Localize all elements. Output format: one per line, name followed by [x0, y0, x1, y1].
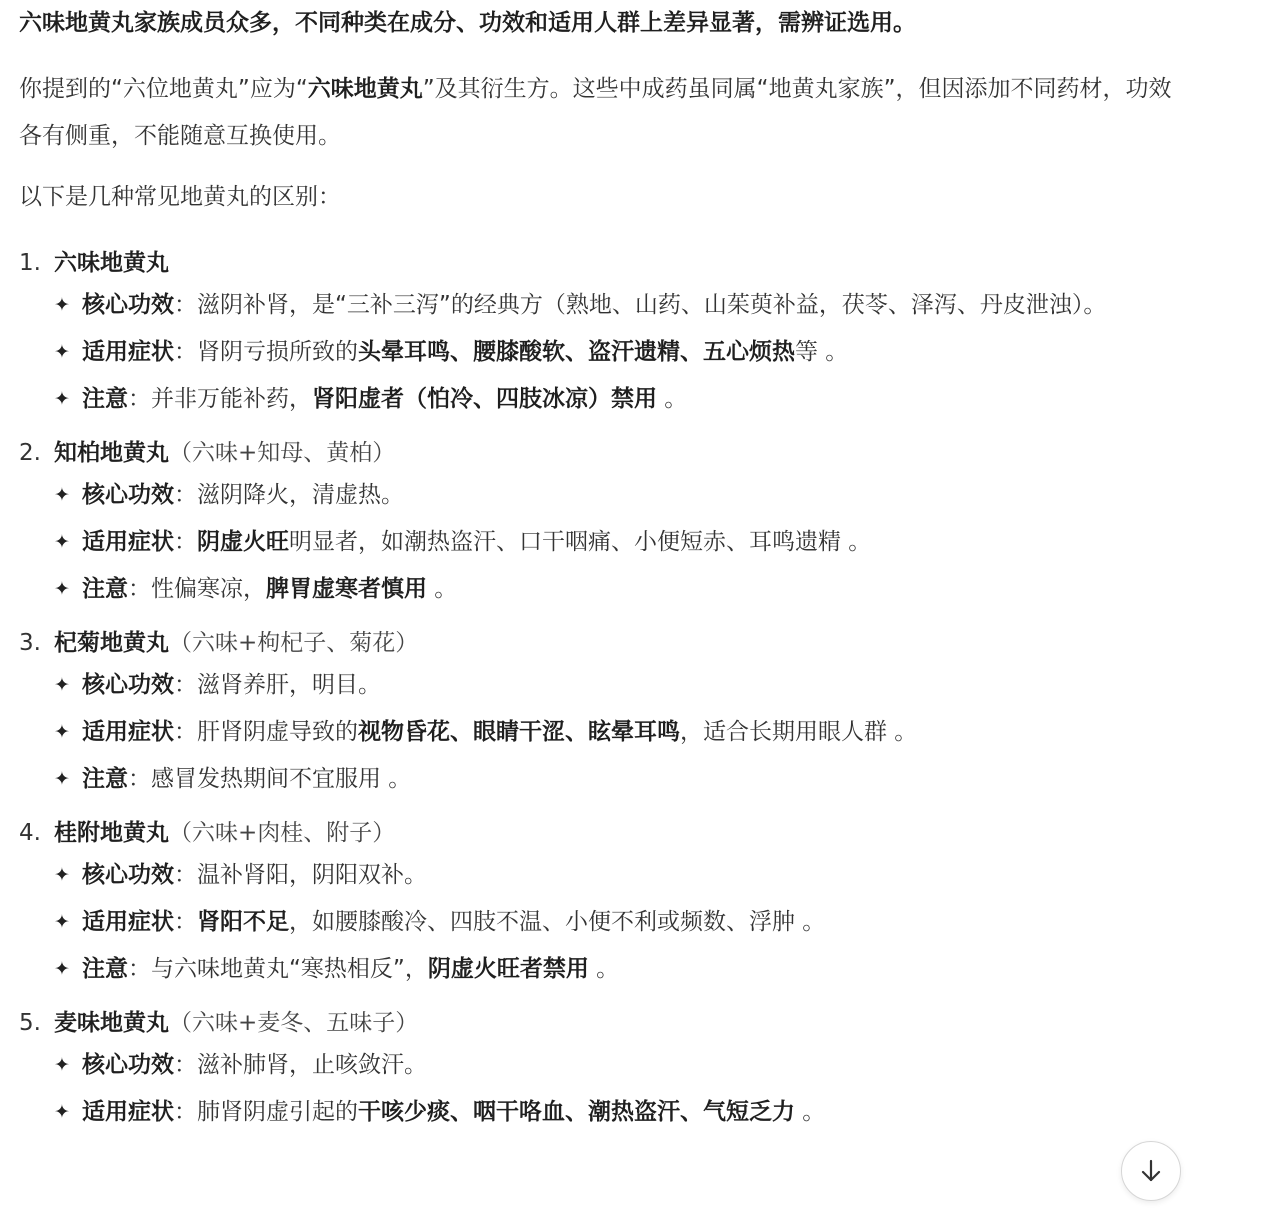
bullet-label: 核心功效 [82, 482, 174, 508]
list-item [19, 1004, 1199, 1136]
item-composition: （六味+麦冬、五味子） [169, 1010, 419, 1036]
item-heading [19, 624, 1199, 662]
item-heading [19, 434, 1199, 472]
bullet-text: 与六味地黄丸“寒热相反”， [151, 956, 428, 982]
bullet-text: 肺肾阴虚引起的 [197, 1099, 358, 1125]
bullet-label: 适用症状 [82, 1099, 174, 1125]
bullet-separator: ： [174, 339, 197, 365]
efficacy-bullet [19, 1042, 1199, 1089]
efficacy-bullet [19, 852, 1199, 899]
star-bullet-icon: ✦ [54, 1054, 70, 1076]
symptoms-bullet [19, 899, 1199, 946]
item-number: 4. [19, 820, 41, 846]
bottom-fade-overlay [0, 1172, 1280, 1220]
symptoms-bullet [19, 709, 1199, 756]
bullet-text: 滋阴补肾，是“三补三泻”的经典方（熟地、山药、山茱萸补益，茯苓、泽泻、丹皮泄浊）。 [197, 292, 1107, 318]
bullet-separator: ： [174, 719, 197, 745]
star-bullet-icon: ✦ [54, 294, 70, 316]
bullet-text: 滋肾养肝，明目。 [197, 672, 381, 698]
intro-text-1: 你提到的“六位地黄丸”应为“ [19, 76, 308, 102]
arrow-down-icon [1138, 1158, 1164, 1184]
bullet-bold-text: 脾胃虚寒者慎用 [266, 576, 427, 602]
bullet-text-tail: ，如腰膝酸冷、四肢不温、小便不利或频数、浮肿 。 [289, 909, 826, 935]
item-name: 麦味地黄丸 [54, 1010, 169, 1036]
item-composition: （六味+肉桂、附子） [169, 820, 396, 846]
intro-text-2: ”及其衍生方。这些中成药虽同属“地黄丸家族”，但因添加不同药材，功效各有侧重，不能随意互换使用。 [19, 76, 1172, 149]
item-name: 杞菊地黄丸 [54, 630, 169, 656]
intro-paragraph [19, 66, 1189, 160]
bullet-label: 核心功效 [82, 1052, 174, 1078]
bullet-label: 适用症状 [82, 529, 174, 555]
bullet-separator: ： [174, 482, 197, 508]
item-composition: （六味+枸杞子、菊花） [169, 630, 419, 656]
bullet-label: 核心功效 [82, 862, 174, 888]
chat-response [19, 0, 1199, 1136]
bullet-separator: ： [174, 292, 197, 318]
bullet-separator: ： [128, 576, 151, 602]
efficacy-bullet [19, 282, 1199, 329]
bullet-text: 肝肾阴虚导致的 [197, 719, 358, 745]
list-item [19, 244, 1199, 423]
bullet-label: 适用症状 [82, 719, 174, 745]
item-number: 3. [19, 630, 41, 656]
bullet-text-tail: 明显者，如潮热盗汗、口干咽痛、小便短赤、耳鸣遗精 。 [289, 529, 872, 555]
bullet-label: 注意 [82, 766, 128, 792]
bullet-separator: ： [174, 862, 197, 888]
bullet-bold-text: 干咳少痰、咽干咯血、潮热盗汗、气短乏力 [358, 1099, 795, 1125]
star-bullet-icon: ✦ [54, 911, 70, 933]
list-lead-text: 以下是几种常见地黄丸的区别： [19, 184, 341, 210]
bullet-text: 滋阴降火，清虚热。 [197, 482, 404, 508]
star-bullet-icon: ✦ [54, 531, 70, 553]
list-item [19, 814, 1199, 993]
bullet-bold-text: 肾阳虚者（怕冷、四肢冰凉）禁用 [312, 386, 657, 412]
star-bullet-icon: ✦ [54, 958, 70, 980]
bullet-separator: ： [174, 529, 197, 555]
bullet-text: 性偏寒凉， [151, 576, 266, 602]
bullet-text: 肾阴亏损所致的 [197, 339, 358, 365]
bullet-separator: ： [128, 766, 151, 792]
item-number: 1. [19, 250, 41, 276]
bullet-label: 核心功效 [82, 672, 174, 698]
star-bullet-icon: ✦ [54, 1101, 70, 1123]
intro-bold-name: 六味地黄丸 [307, 76, 423, 102]
star-bullet-icon: ✦ [54, 388, 70, 410]
symptoms-bullet [19, 519, 1199, 566]
summary-heading: 六味地黄丸家族成员众多，不同种类在成分、功效和适用人群上差异显著，需辨证选用。 [19, 10, 916, 36]
efficacy-bullet [19, 662, 1199, 709]
list-item [19, 624, 1199, 803]
item-heading [19, 814, 1199, 852]
bullet-text-tail: 。 [427, 576, 458, 602]
item-number: 5. [19, 1010, 41, 1036]
list-item [19, 434, 1199, 613]
caution-bullet [19, 566, 1199, 613]
bullet-text-tail: 等 。 [795, 339, 849, 365]
bullet-text: 并非万能补药， [151, 386, 312, 412]
bullet-text: 滋补肺肾，止咳敛汗。 [197, 1052, 427, 1078]
item-name: 知柏地黄丸 [54, 440, 169, 466]
bullet-text-tail: 。 [657, 386, 688, 412]
bullet-label: 注意 [82, 576, 128, 602]
bullet-bold-text: 肾阳不足 [197, 909, 289, 935]
efficacy-bullet [19, 472, 1199, 519]
item-number: 2. [19, 440, 41, 466]
star-bullet-icon: ✦ [54, 721, 70, 743]
bullet-text: 感冒发热期间不宜服用 。 [151, 766, 412, 792]
scroll-to-bottom-button[interactable] [1121, 1141, 1181, 1201]
bullet-text-tail: ，适合长期用眼人群 。 [680, 719, 918, 745]
bullet-text-tail: 。 [588, 956, 620, 982]
item-name: 桂附地黄丸 [54, 820, 169, 846]
symptoms-bullet [19, 1089, 1199, 1136]
bullet-separator: ： [174, 909, 197, 935]
star-bullet-icon: ✦ [54, 578, 70, 600]
star-bullet-icon: ✦ [54, 864, 70, 886]
bullet-label: 核心功效 [82, 292, 174, 318]
bullet-separator: ： [128, 386, 151, 412]
item-heading [19, 244, 1199, 282]
item-name: 六味地黄丸 [54, 250, 169, 276]
bullet-label: 适用症状 [82, 339, 174, 365]
bullet-label: 注意 [82, 956, 128, 982]
bullet-bold-text: 视物昏花、眼睛干涩、眩晕耳鸣 [358, 719, 680, 745]
bullet-separator: ： [174, 1099, 197, 1125]
bullet-separator: ： [174, 672, 197, 698]
bullet-separator: ： [128, 956, 151, 982]
caution-bullet [19, 946, 1199, 993]
star-bullet-icon: ✦ [54, 341, 70, 363]
bullet-bold-text: 阴虚火旺 [197, 529, 289, 555]
bullet-text: 温补肾阳，阴阳双补。 [197, 862, 427, 888]
bullet-separator: ： [174, 1052, 197, 1078]
bullet-bold-text: 头晕耳鸣、腰膝酸软、盗汗遗精、五心烦热 [358, 339, 795, 365]
item-composition: （六味+知母、黄柏） [169, 440, 396, 466]
symptoms-bullet [19, 329, 1199, 376]
bullet-text-tail: 。 [795, 1099, 826, 1125]
caution-bullet [19, 376, 1199, 423]
bullet-label: 注意 [82, 386, 128, 412]
star-bullet-icon: ✦ [54, 768, 70, 790]
star-bullet-icon: ✦ [54, 674, 70, 696]
star-bullet-icon: ✦ [54, 484, 70, 506]
bullet-bold-text: 阴虚火旺者禁用 [427, 956, 589, 982]
item-heading [19, 1004, 1199, 1042]
caution-bullet [19, 756, 1199, 803]
bullet-label: 适用症状 [82, 909, 174, 935]
